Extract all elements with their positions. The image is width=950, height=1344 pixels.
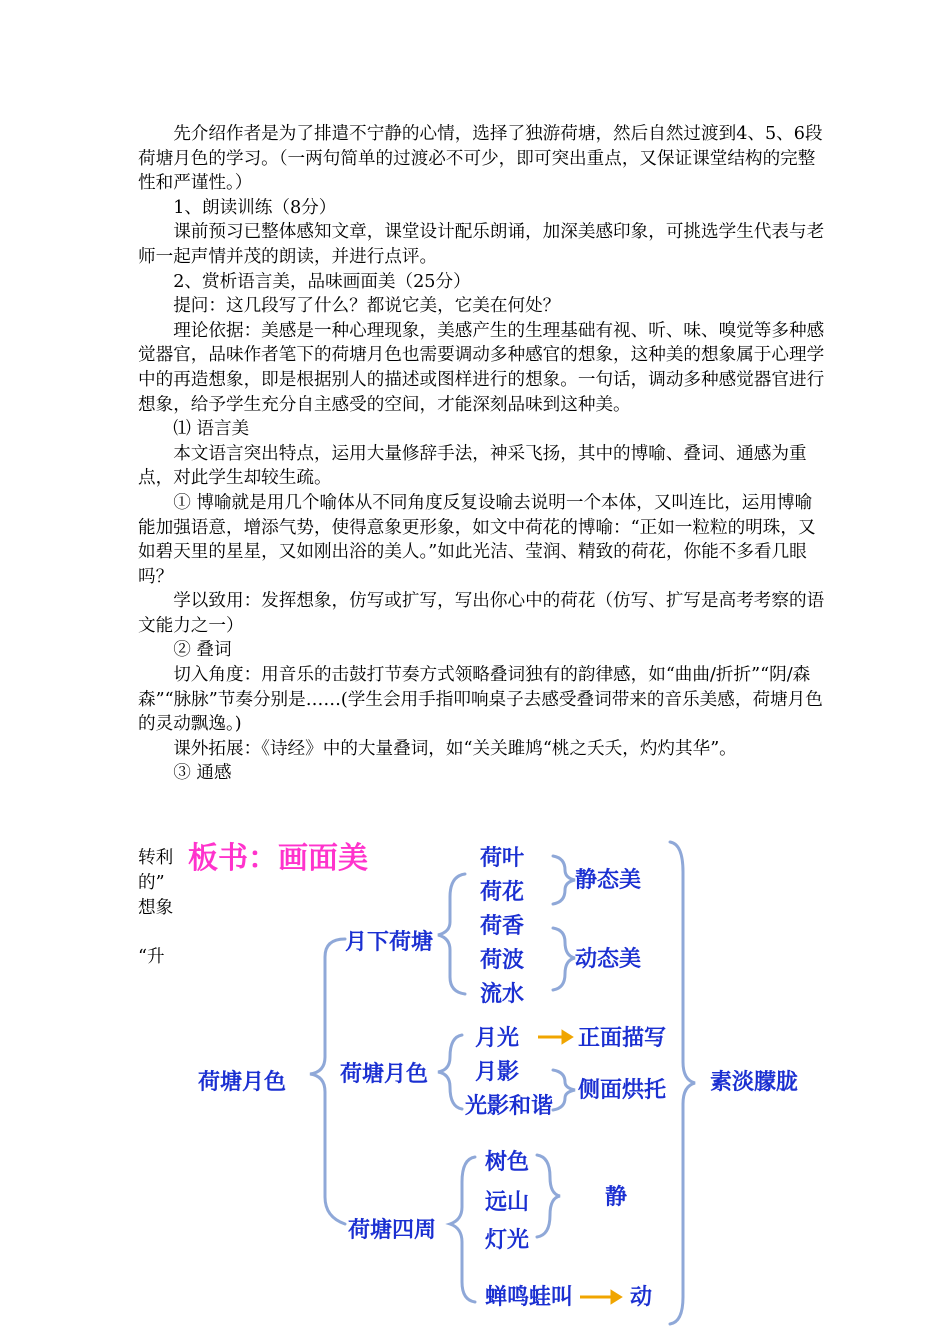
lesson-text — [138, 122, 828, 808]
board-item: 蝉鸣蛙叫 — [485, 1285, 574, 1310]
occluded-text: “升 — [138, 947, 165, 967]
board-item: 荷波 — [480, 948, 525, 973]
occluded-text: 想象 — [138, 898, 174, 918]
board-group: 正面描写 — [578, 1026, 667, 1051]
board-item: 树色 — [485, 1150, 530, 1175]
board-group: 静态美 — [575, 868, 642, 893]
paragraph: ① 博喻就是用几个喻体从不同角度反复设喻去说明一个本体，又叫连比，运用博喻能加强语意，增添气势，使得意象更形象，如文中荷花的博喻：“正如一粒粒的明珠，又如碧天里的星星，又如刚出浴的美人。”如此光洁、莹润、精致的荷花，你能不多看几眼吗？ — [138, 492, 816, 587]
board-group: 侧面烘托 — [578, 1078, 667, 1103]
board-item: 流水 — [480, 982, 525, 1007]
sub-heading: ② 叠词 — [173, 640, 232, 661]
board-group: 动态美 — [575, 947, 642, 972]
paragraph: 先介绍作者是为了排遣不宁静的心情，选择了独游荷塘，然后自然过渡到4、5、6段荷塘月色的学习。（一两句简单的过渡必不可少，即可突出重点，又保证课堂结构的完整性和严谨性。） — [138, 124, 823, 194]
board-title: 板书：画面美 — [188, 841, 368, 876]
board-item: 光影和谐 — [465, 1094, 554, 1119]
occluded-text: 的” — [138, 873, 165, 893]
paragraph: 提问：这几段写了什么？都说它美，它美在何处？ — [173, 296, 561, 317]
board-summary: 素淡朦胧 — [710, 1070, 799, 1095]
board-item: 月光 — [475, 1026, 520, 1051]
paragraph: 切入角度：用音乐的击鼓打节奏方式领略叠词独有的韵律感，如“曲曲/折折”“阴/森森”“脉脉”节奏分别是……(学生会用手指叩响桌子去感受叠词带来的音乐美感，荷塘月色的灵动飘逸。) — [138, 665, 823, 735]
blackboard-diagram — [180, 832, 830, 1332]
occluded-text: 转利 — [138, 848, 174, 868]
board-group: 动 — [630, 1285, 653, 1310]
board-item: 荷叶 — [480, 846, 525, 871]
board-branch-3: 荷塘四周 — [348, 1218, 437, 1243]
paragraph: 本文语言突出特点，运用大量修辞手法，神采飞扬，其中的博喻、叠词、通感为重点，对此学生却较生疏。 — [138, 443, 807, 489]
sub-heading: ③ 通感 — [173, 763, 232, 784]
board-item: 荷香 — [480, 914, 525, 939]
paragraph: 学以致用：发挥想象，仿写或扩写，写出你心中的荷花（仿写、扩写是高考考察的语文能力之一） — [138, 591, 825, 636]
paragraph: 理论依据：美感是一种心理现象，美感产生的生理基础有视、听、味、嗅觉等多种感觉器官，品味作者笔下的荷塘月色也需要调动多种感官的想象，这种美的想象属于心理学中的再造想象，即是根据别人的描述或图样进行的想象。一句话，调动多种感觉器官进行想象，给予学生充分自主感受的空间，才能深刻品味到这种美。 — [138, 320, 825, 415]
section-heading: 1、朗读训练（8分） — [173, 197, 337, 218]
board-root: 荷塘月色 — [198, 1070, 287, 1095]
board-item: 灯光 — [485, 1228, 530, 1253]
paragraph: 课外拓展：《诗经》中的大量叠词，如“关关雎鸠“桃之夭夭，灼灼其华”。 — [173, 738, 737, 759]
board-item: 月影 — [475, 1060, 520, 1085]
board-branch-2: 荷塘月色 — [340, 1062, 429, 1087]
paragraph: 课前预习已整体感知文章，课堂设计配乐朗诵，加深美感印象，可挑选学生代表与老师一起声情并茂的朗读，并进行点评。 — [138, 222, 825, 267]
sub-heading: ⑴ 语言美 — [173, 419, 250, 440]
board-group: 静 — [605, 1185, 628, 1210]
board-item: 荷花 — [480, 880, 525, 905]
board-branch-1: 月下荷塘 — [345, 930, 434, 955]
board-item: 远山 — [485, 1190, 530, 1215]
section-heading: 2、赏析语言美，品味画面美（25分） — [173, 271, 471, 292]
